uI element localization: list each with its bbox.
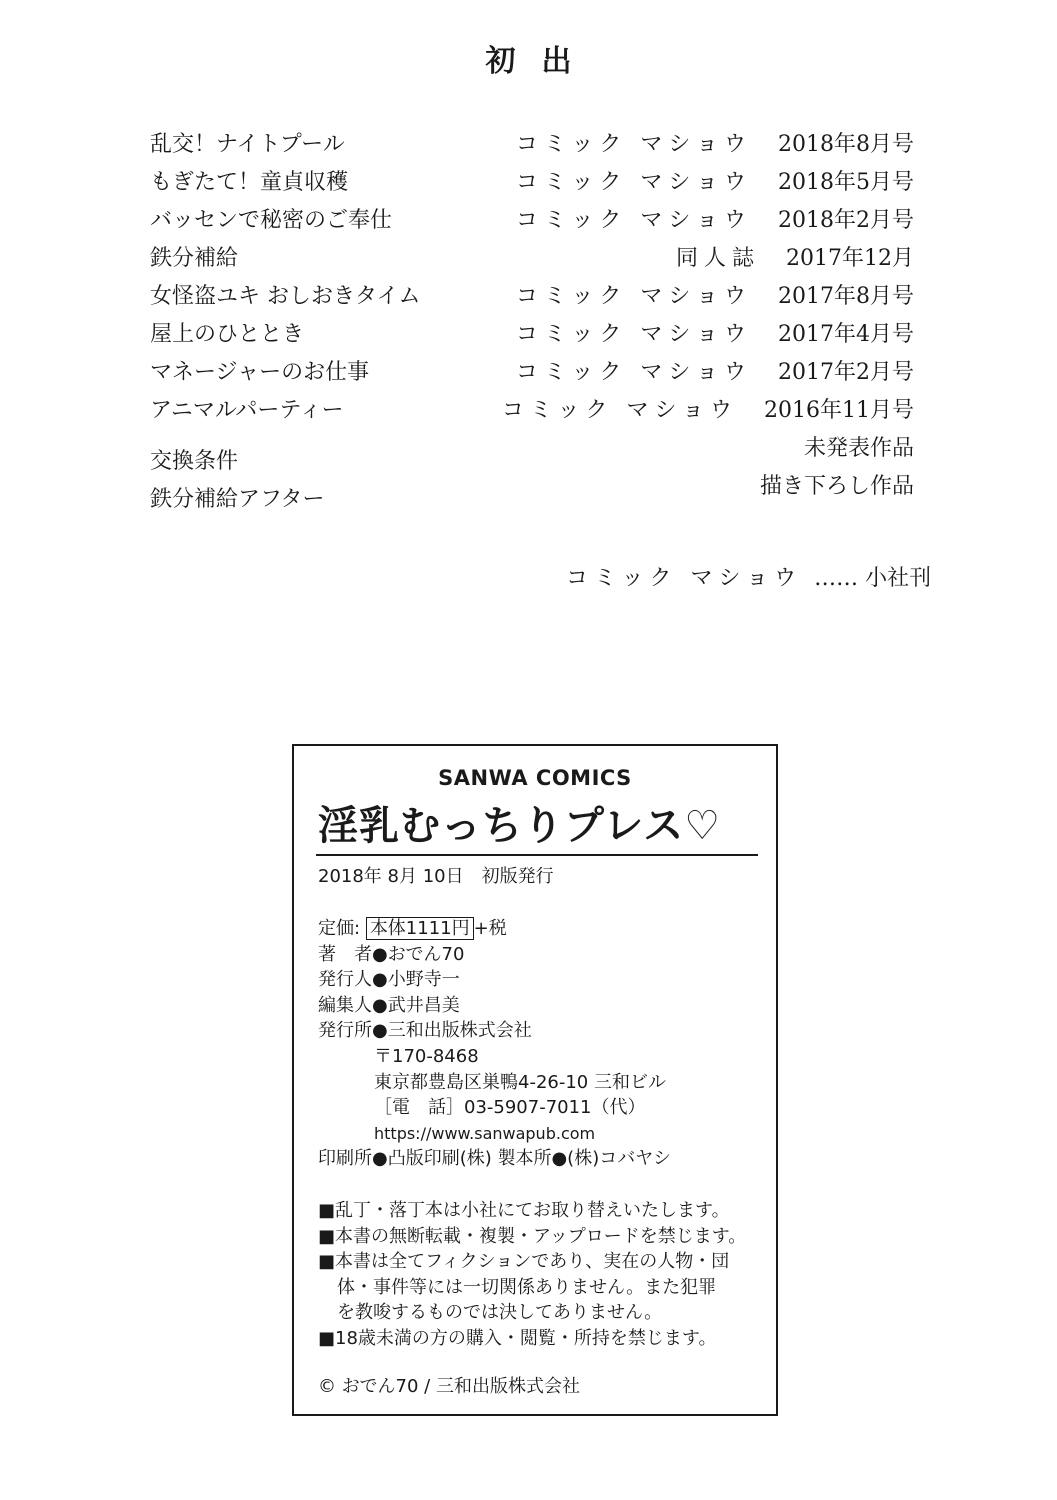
publisher-note-magazine: コミック マショウ [566,566,803,591]
story-source [516,278,914,316]
issuer-row: 発行人●小野寺一 [318,969,460,991]
notice-item: ■本書は全てフィクションであり、実在の人物・団 [318,1251,730,1272]
story-source [516,126,914,164]
story-source [516,316,914,354]
series-label: SANWA COMICS [438,766,632,790]
story-issue: 未発表作品 [803,436,914,461]
story-issue: 2018年5月号 [778,170,914,195]
story-issue: 2018年8月号 [778,132,914,157]
price-tax: +税 [473,918,507,939]
story-issue: 2017年8月号 [778,284,914,309]
notice-item: ■乱丁・落丁本は小社にてお取り替えいたします。 [318,1200,730,1221]
notice-item-continued: を教唆するものでは決してありません。 [337,1302,663,1323]
website-url: https://www.sanwapub.com [374,1123,596,1143]
list-item [150,354,914,392]
story-title: 鉄分補給アフター [150,487,325,512]
list-item [150,240,914,278]
story-source [734,468,914,506]
first-edition-line [318,864,554,890]
price-row [318,916,768,942]
story-magazine: コミック マショウ [515,170,752,195]
story-source [516,164,914,202]
publisher-note-text: …… 小社刊 [814,566,932,591]
first-edition-date: 2018年 8月 10日 [318,866,464,887]
story-title: 女怪盗ユキ おしおきタイム [150,284,421,309]
first-publication-list [150,126,914,512]
notice-item: ■本書の無断転載・複製・アップロードを禁じます。 [318,1225,747,1247]
editor-row: 編集人●武井昌美 [318,994,460,1016]
list-item [150,316,914,354]
story-magazine: コミック マショウ [515,132,752,157]
publisher-row: 発行所●三和出版株式会社 [318,1020,532,1042]
legal-notices [318,1198,768,1351]
publication-info [318,916,768,1172]
price-value: 本体1111円 [366,917,474,940]
story-source [516,202,914,240]
story-magazine: コミック マショウ [515,208,752,233]
story-title: 鉄分補給 [150,246,239,271]
title-divider [316,854,758,856]
notice-item: ■18歳未満の方の購入・閲覧・所持を禁じます。 [318,1327,717,1349]
list-item [150,126,914,164]
list-item [150,430,914,474]
story-title: もぎたて！童貞収穫 [150,170,349,195]
story-issue: 2017年4月号 [778,322,914,347]
list-item [150,392,914,430]
story-magazine: コミック マショウ [515,360,752,385]
notice-item-continued: 体・事件等には一切関係ありません。また犯罪 [337,1276,717,1298]
copyright-line: © おでん70 / 三和出版株式会社 [318,1376,580,1397]
list-item [150,164,914,202]
story-magazine: コミック マショウ [501,398,739,423]
author-row: 著 者●おでん70 [318,943,465,965]
story-source [502,392,914,430]
list-item [150,278,914,316]
story-source [676,240,914,278]
story-title: アニマルパーティー [150,398,344,423]
address: 東京都豊島区巣鴨4-26-10 三和ビル [374,1071,666,1093]
story-title: 屋上のひととき [150,322,305,347]
postal-code: 〒170-8468 [374,1045,479,1067]
publisher-note [566,563,931,595]
story-source [778,430,914,468]
list-item [150,468,914,512]
list-item [150,202,914,240]
story-magazine: コミック マショウ [515,322,752,347]
story-issue: 2017年12月 [786,246,914,271]
story-source [516,354,914,392]
story-issue: 描き下ろし作品 [759,474,914,499]
story-title: マネージャーのお仕事 [150,360,370,385]
colophon-box [292,744,778,1416]
story-issue: 2017年2月号 [778,360,914,385]
price-label: 定価: [318,918,361,939]
story-title: 乱交！ナイトプール [150,132,345,157]
first-publication-heading: 初出 [485,44,598,79]
printing-row: 印刷所●凸版印刷(株) 製本所●(株)コバヤシ [318,1148,672,1170]
story-title: 交換条件 [150,449,239,474]
story-magazine: コミック マショウ [515,284,752,309]
story-issue: 2016年11月号 [764,398,914,423]
story-magazine: 同人誌 [676,246,761,271]
story-issue: 2018年2月号 [778,208,914,233]
first-edition-label: 初版発行 [481,866,554,887]
story-title: バッセンで秘密のご奉仕 [150,208,393,233]
book-title: 淫乳むっちりプレス♡ [318,802,722,849]
phone: ［電 話］03-5907-7011（代） [374,1097,646,1119]
